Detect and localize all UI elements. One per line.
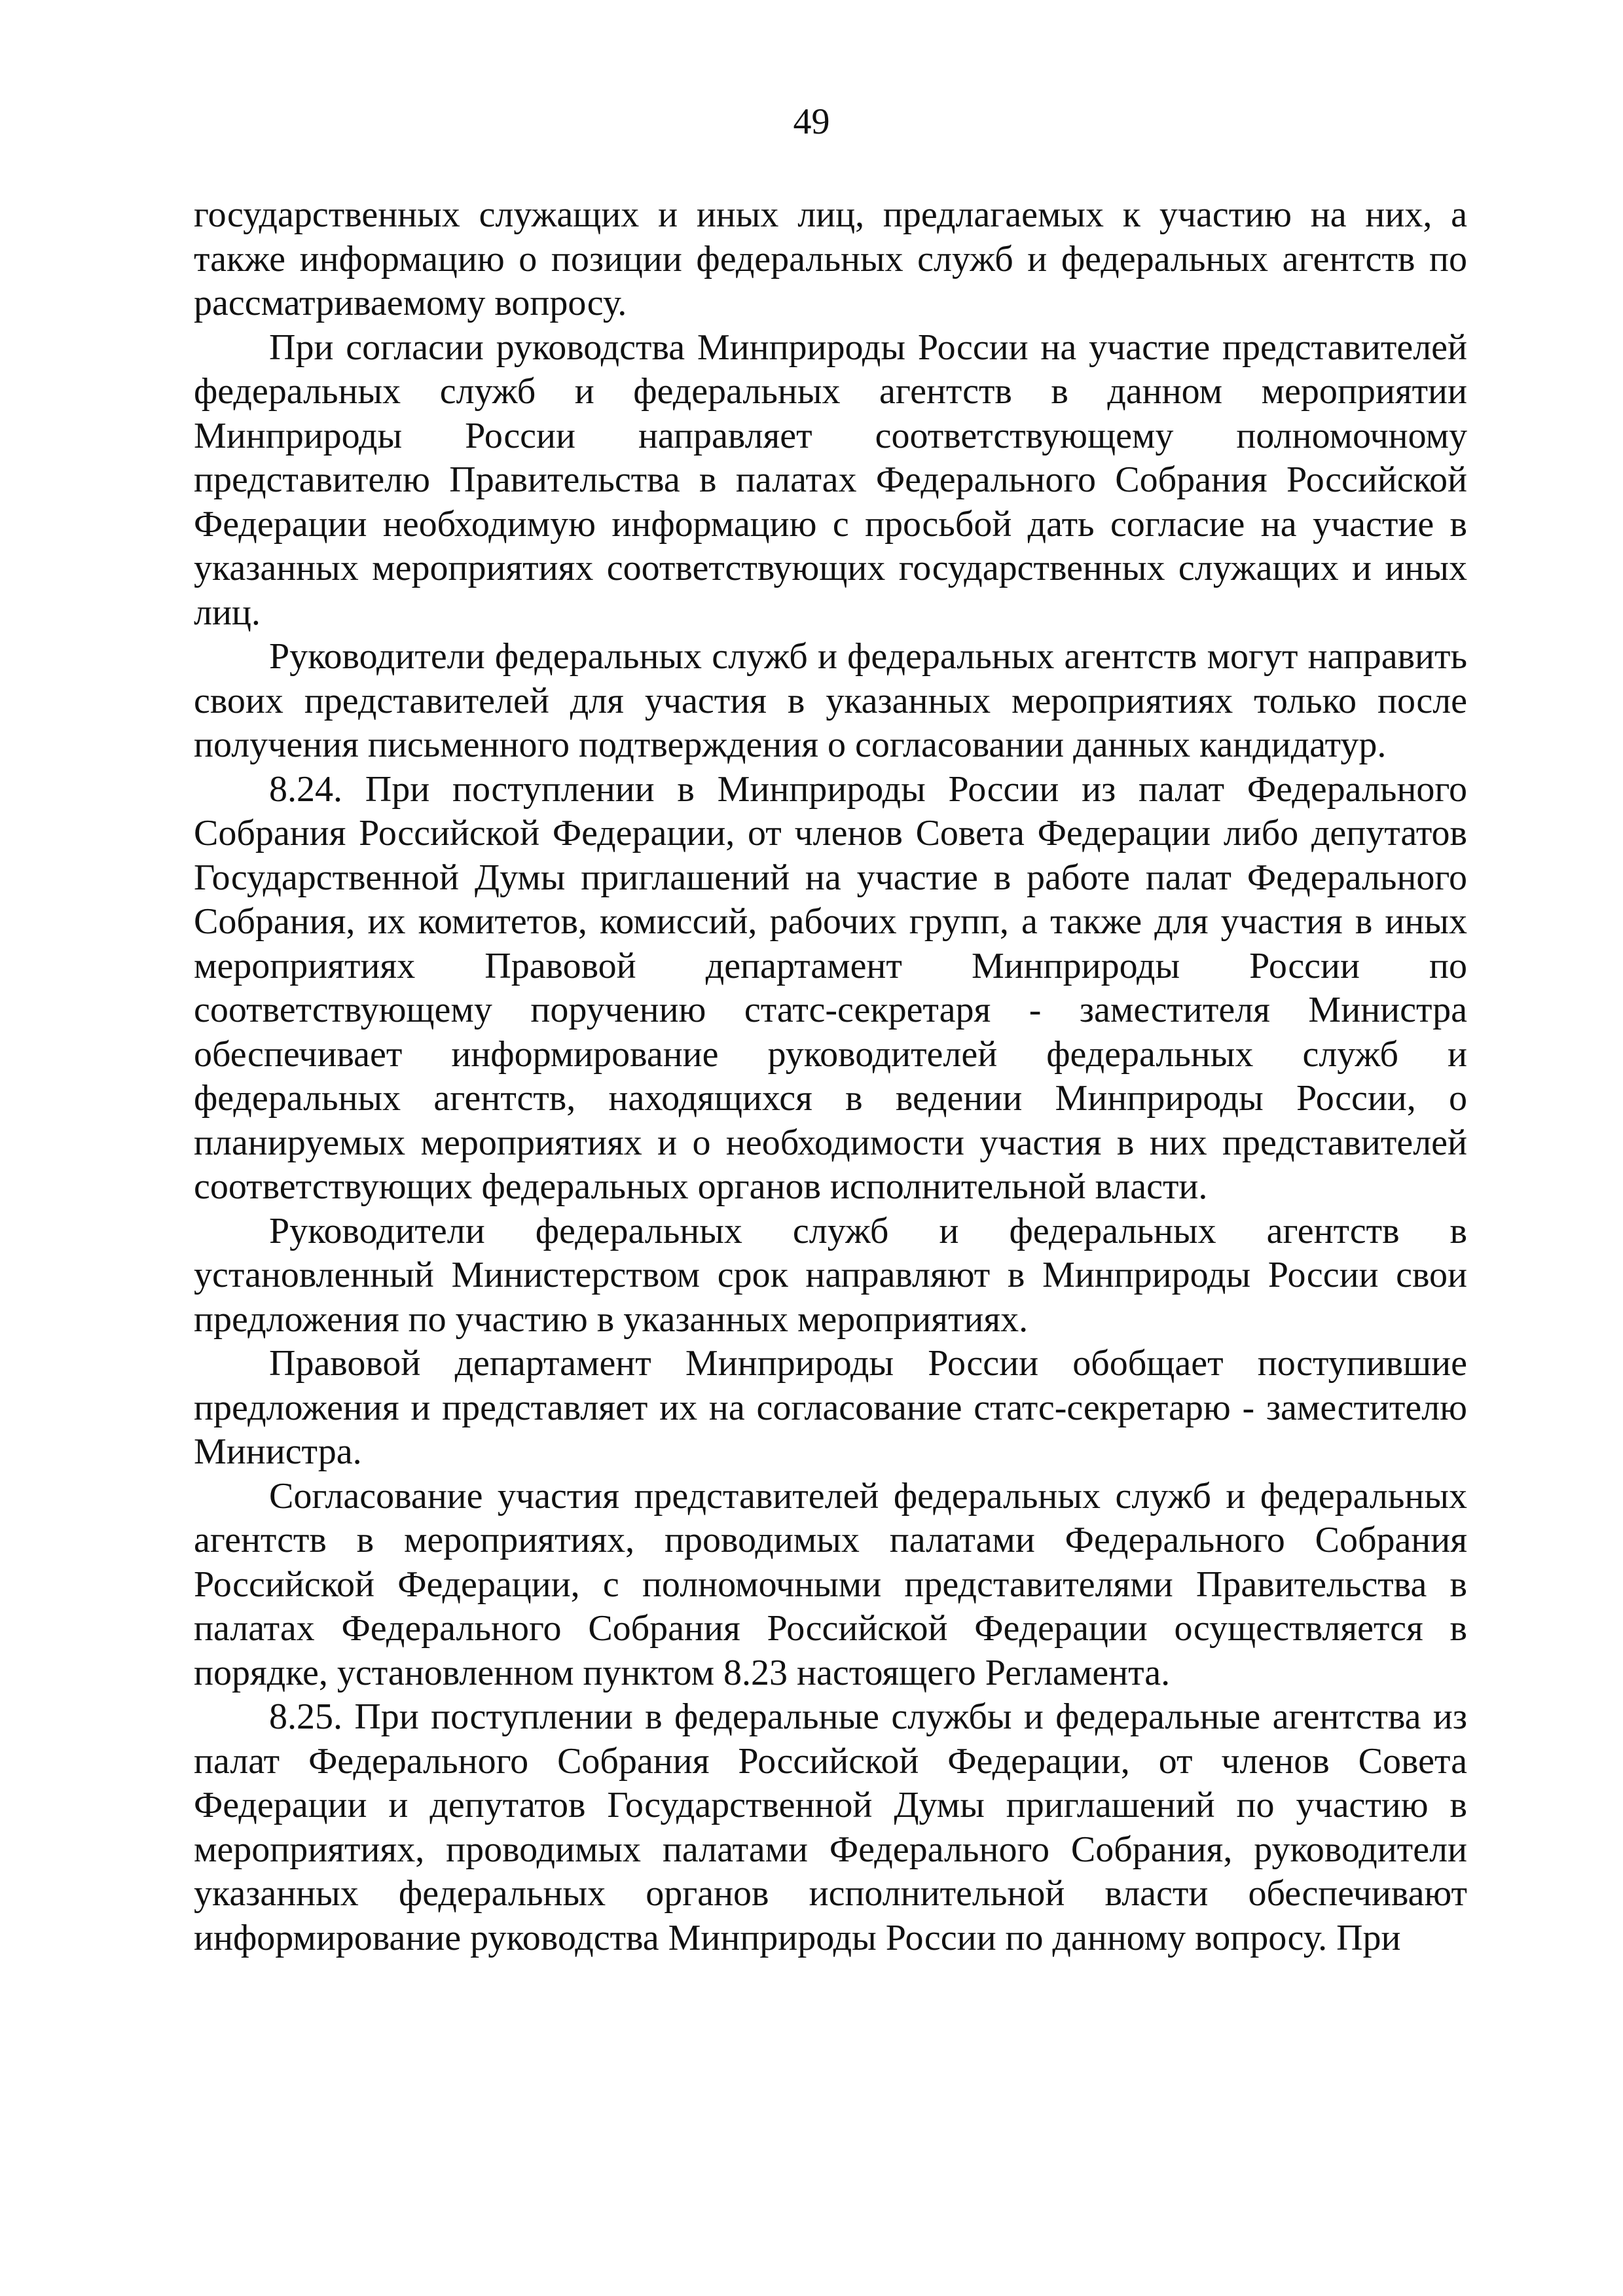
paragraph-continuation: государственных служащих и иных лиц, предлагаемых к участию на них, а также информацию о позиции федеральных служб и федеральных агентств по рассматриваемому вопросу. (194, 194, 1467, 323)
paragraph-8-25: 8.25. При поступлении в федеральные службы и федеральные агентства из палат Федерального Собрания Российской Федерации, от членов Совета Федерации и депутатов Государственной Думы приглашений по участию в мероприятиях, проводимых палатами Федерального Собрания, руководители указанных федеральных органов исполнительной власти обеспечивают информирование руководства Минприроды России по данному вопросу. При (194, 1696, 1467, 1958)
page-number: 49 (793, 101, 830, 142)
paragraph-8-24: 8.24. При поступлении в Минприроды России из палат Федерального Собрания Российской Федерации, от членов Совета Федерации либо депутатов Государственной Думы приглашений на участие в работе палат Федерального Собрания, их комитетов, комиссий, рабочих групп, а также для участия в иных мероприятиях Правовой департамент Минприроды России по соответствующему поручению статс-секретаря - заместителя Министра обеспечивает информирование руководителей федеральных служб и федеральных агентств, находящихся в ведении Минприроды России, о планируемых мероприятиях и о необходимости участия в них представителей соответствующих федеральных органов исполнительной власти. (194, 768, 1467, 1207)
paragraph: При согласии руководства Минприроды России на участие представителей федеральных служб и федеральных агентств в данном мероприятии Минприроды России направляет соответствующему полномочному представителю Правительства в палатах Федерального Собрания Российской Федерации необходимую информацию с просьбой дать согласие на участие в указанных мероприятиях соответствующих государственных служащих и иных лиц. (194, 327, 1467, 633)
body-text (194, 193, 1467, 1960)
paragraph: Согласование участия представителей федеральных служб и федеральных агентств в мероприятиях, проводимых палатами Федерального Собрания Российской Федерации, с полномочными представителями Правительства в палатах Федерального Собрания Российской Федерации осуществляется в порядке, установленном пунктом 8.23 настоящего Регламента. (194, 1475, 1467, 1693)
paragraph: Правовой департамент Минприроды России обобщает поступившие предложения и представляет их на согласование статс-секретарю - заместителю Министра. (194, 1343, 1467, 1472)
paragraph: Руководители федеральных служб и федеральных агентств могут направить своих представителей для участия в указанных мероприятиях только после получения письменного подтверждения о согласовании данных кандидатур. (194, 636, 1467, 765)
paragraph: Руководители федеральных служб и федеральных агентств в установленный Министерством срок направляют в Минприроды России свои предложения по участию в указанных мероприятиях. (194, 1210, 1467, 1340)
